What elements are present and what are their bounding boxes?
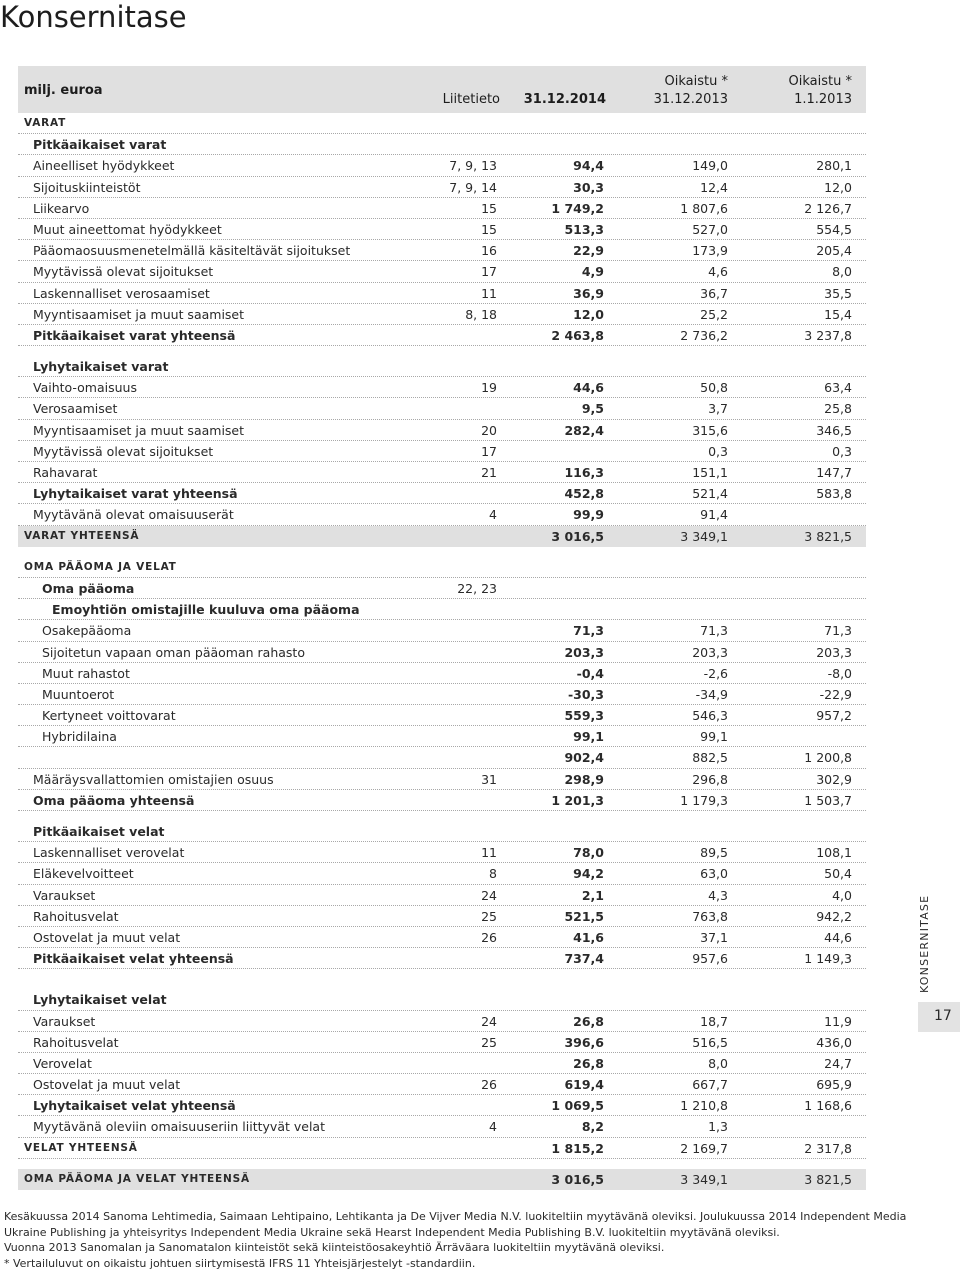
table-row	[18, 1053, 866, 1074]
row-note-ref: 8	[489, 866, 497, 882]
value-2013-start: -8,0	[827, 665, 852, 681]
value-2014: 2 463,8	[551, 327, 604, 343]
value-2013-start: 280,1	[816, 158, 852, 174]
row-label: Muut aineettomat hyödykkeet	[33, 221, 222, 237]
row-label: Oma pääoma yhteensä	[33, 792, 195, 808]
table-header	[18, 66, 866, 113]
table-row	[18, 1074, 866, 1095]
value-2013: 0,3	[708, 443, 728, 459]
value-2013-start: 4,0	[832, 887, 852, 903]
value-2013: 3,7	[708, 401, 728, 417]
row-label: Ostovelat ja muut velat	[33, 929, 181, 945]
row-note-ref: 25	[481, 908, 497, 924]
row-note-ref: 15	[481, 200, 497, 216]
row-label: Osakepääoma	[42, 623, 132, 639]
value-2013: 4,3	[708, 887, 728, 903]
table-body	[18, 113, 866, 1190]
value-2014: 12,0	[573, 306, 604, 322]
value-2014: 2,1	[581, 887, 604, 903]
value-2013-start: 203,3	[816, 644, 852, 660]
value-2013-start: 108,1	[816, 845, 852, 861]
value-2013-start: 1 149,3	[804, 951, 852, 967]
row-label: Rahoitusvelat	[33, 908, 119, 924]
table-row	[18, 504, 866, 525]
col-2013-start-header-top: Oikaistu *	[788, 74, 852, 89]
table-row	[18, 1138, 866, 1159]
spacer	[18, 969, 866, 989]
value-2013-start: 3 821,5	[804, 528, 852, 544]
value-2013-start: 35,5	[824, 285, 852, 301]
unit-label: milj. euroa	[24, 83, 103, 98]
value-2013: 50,8	[700, 380, 728, 396]
footnote-line: Ukraine Publishing ja yhteisyritys Independent Media Ukraine sekä Hearst Independent Media Publishing B.V. luokiteltiin myytävänä oleviksi.	[4, 1225, 780, 1239]
value-2014: 282,4	[564, 422, 604, 438]
page-title: Konsernitase	[0, 0, 187, 34]
table-row	[18, 155, 866, 176]
row-label: Ostovelat ja muut velat	[33, 1077, 181, 1093]
value-2013: 3 349,1	[680, 528, 728, 544]
value-2014: 99,1	[573, 729, 604, 745]
row-note-ref: 26	[481, 929, 497, 945]
table-row	[18, 219, 866, 240]
value-2013-start: 12,0	[824, 179, 852, 195]
value-2013-start: 24,7	[824, 1055, 852, 1071]
value-2014: 94,4	[573, 158, 604, 174]
footnotes	[4, 1209, 907, 1271]
value-2014: 26,8	[573, 1013, 604, 1029]
value-2014: 4,9	[581, 264, 604, 280]
value-2013-start: 2 126,7	[804, 200, 852, 216]
value-2013: 37,1	[700, 929, 728, 945]
row-note-ref: 11	[481, 285, 497, 301]
value-2014: 78,0	[573, 845, 604, 861]
value-2013: 12,4	[700, 179, 728, 195]
row-label: Laskennalliset verosaamiset	[33, 285, 210, 301]
value-2013-start: 346,5	[816, 422, 852, 438]
value-2013: 4,6	[708, 264, 728, 280]
row-label: Määräysvallattomien omistajien osuus	[33, 771, 274, 787]
row-note-ref: 15	[481, 221, 497, 237]
value-2014: 94,2	[573, 866, 604, 882]
value-2013-start: 147,7	[816, 465, 852, 480]
value-2014: 8,2	[581, 1119, 604, 1135]
balance-sheet-table	[18, 66, 866, 1190]
value-2013-start: 11,9	[824, 1013, 852, 1029]
value-2014: 3 016,5	[551, 528, 604, 544]
table-row	[18, 1169, 866, 1190]
value-2013-start: 1 200,8	[804, 750, 852, 766]
row-label: VARAT YHTEENSÄ	[24, 529, 140, 542]
row-label: OMA PÄÄOMA JA VELAT	[24, 560, 177, 573]
row-label: Rahavarat	[33, 465, 98, 480]
value-2013: 203,3	[692, 644, 728, 660]
row-note-ref: 24	[481, 887, 497, 903]
table-row	[18, 1011, 866, 1032]
footnote-line: Vuonna 2013 Sanomalan ja Sanomatalon kiinteistöt sekä kiinteistöosakeyhtiö Ärräväara luokiteltiin myytävänä oleviksi.	[4, 1241, 665, 1254]
value-2013-start: 0,3	[832, 443, 852, 459]
row-note-ref: 19	[481, 380, 497, 396]
value-2013: 527,0	[692, 221, 728, 237]
value-2013: 521,4	[692, 486, 728, 502]
col-2013-header: 31.12.2013	[653, 92, 728, 107]
table-row	[18, 198, 866, 219]
value-2013: 2 169,7	[680, 1140, 728, 1156]
value-2013: 151,1	[692, 465, 728, 480]
value-2014: 9,5	[581, 401, 604, 417]
value-2014: 619,4	[564, 1077, 604, 1093]
value-2014: 902,4	[564, 750, 604, 766]
value-2013: 667,7	[692, 1077, 728, 1093]
value-2013-start: 1 168,6	[804, 1098, 852, 1114]
value-2014: 36,9	[573, 285, 604, 301]
value-2013: 1,3	[708, 1119, 728, 1135]
row-label: VARAT	[24, 117, 67, 129]
table-row	[18, 663, 866, 684]
value-2014: 26,8	[573, 1055, 604, 1071]
row-label: Kertyneet voittovarat	[42, 708, 176, 724]
table-row	[18, 462, 866, 483]
table-row	[18, 304, 866, 325]
table-row	[18, 578, 866, 599]
row-label: Oma pääoma	[42, 580, 135, 596]
table-row	[18, 113, 866, 134]
table-row	[18, 885, 866, 906]
row-label: Eläkevelvoitteet	[33, 866, 134, 882]
page-number: 17	[934, 1008, 952, 1024]
row-note-ref: 4	[489, 1119, 497, 1135]
table-row	[18, 356, 866, 377]
value-2014: 298,9	[564, 771, 604, 787]
value-2013: 149,0	[692, 158, 728, 174]
table-row	[18, 726, 866, 747]
value-2014: 116,3	[564, 465, 604, 480]
value-2013: 63,0	[700, 866, 728, 882]
row-label: Muuntoerot	[42, 686, 115, 702]
row-note-ref: 17	[481, 264, 497, 280]
row-note-ref: 20	[481, 422, 497, 438]
row-label: Vaihto-omaisuus	[33, 380, 137, 396]
table-row	[18, 842, 866, 863]
row-note-ref: 24	[481, 1013, 497, 1029]
row-label: Pitkäaikaiset varat	[33, 137, 167, 153]
table-row	[18, 642, 866, 663]
col-2013-start-header: 1.1.2013	[794, 92, 852, 107]
row-label: Varaukset	[33, 887, 96, 903]
value-2014: 22,9	[573, 243, 604, 259]
value-2014: 3 016,5	[551, 1171, 604, 1187]
value-2014: 99,9	[573, 507, 604, 523]
spacer	[18, 547, 866, 557]
value-2013: 1 210,8	[680, 1098, 728, 1114]
value-2014: 737,4	[564, 951, 604, 967]
value-2014: 71,3	[573, 623, 604, 639]
table-row	[18, 1116, 866, 1137]
page-number-box	[918, 1002, 960, 1032]
row-label: Pitkäaikaiset velat	[33, 824, 165, 839]
table-row	[18, 134, 866, 155]
value-2014: 1 201,3	[551, 792, 604, 808]
value-2013: 315,6	[692, 422, 728, 438]
row-note-ref: 17	[481, 443, 497, 459]
spacer	[18, 811, 866, 821]
row-label: Aineelliset hyödykkeet	[33, 158, 175, 174]
value-2013-start: 436,0	[816, 1034, 852, 1050]
table-row	[18, 620, 866, 641]
value-2013-start: 695,9	[816, 1077, 852, 1093]
footnote-line: Kesäkuussa 2014 Sanoma Lehtimedia, Saimaan Lehtipaino, Lehtikanta ja De Vijver Media N.V. luokiteltiin myytävänä oleviksi. Joulukuussa 2014 Independent Media	[4, 1210, 907, 1223]
table-row	[18, 325, 866, 346]
row-label: Myytävänä olevat omaisuuserät	[33, 507, 234, 523]
row-label: Lyhytaikaiset varat	[33, 359, 169, 375]
value-2013-start: 50,4	[824, 866, 852, 882]
row-note-ref: 4	[489, 507, 497, 523]
col-2014-header: 31.12.2014	[523, 92, 606, 107]
value-2014: 513,3	[564, 221, 604, 237]
table-row	[18, 526, 866, 547]
row-label: Muut rahastot	[42, 665, 130, 681]
col-2013-header-top: Oikaistu *	[664, 74, 728, 89]
value-2014: 30,3	[573, 179, 604, 195]
value-2014: 396,6	[564, 1034, 604, 1050]
footnote-line: * Vertailuluvut on oikaistu johtuen siirtymisestä IFRS 11 Yhteisjärjestelyt -standardiin.	[4, 1256, 476, 1270]
row-label: Sijoitetun vapaan oman pääoman rahasto	[42, 644, 305, 660]
row-label: Laskennalliset verovelat	[33, 845, 185, 861]
value-2014: 1 815,2	[551, 1140, 604, 1156]
table-row	[18, 790, 866, 811]
row-label: Myyntisaamiset ja muut saamiset	[33, 422, 245, 438]
table-row	[18, 989, 866, 1010]
row-label: Verovelat	[33, 1055, 92, 1071]
table-row	[18, 769, 866, 790]
value-2013: 71,3	[700, 623, 728, 639]
table-row	[18, 927, 866, 948]
value-2014: 1 069,5	[551, 1098, 604, 1114]
table-row	[18, 483, 866, 504]
row-note-ref: 11	[481, 845, 497, 861]
value-2013: 546,3	[692, 708, 728, 724]
value-2013: -2,6	[703, 665, 728, 681]
row-note-ref: 7, 9, 13	[449, 158, 497, 174]
table-row	[18, 906, 866, 927]
value-2013: 89,5	[700, 845, 728, 861]
table-row	[18, 240, 866, 261]
row-label: Myytävissä olevat sijoitukset	[33, 264, 214, 280]
value-2013: 8,0	[708, 1055, 728, 1071]
row-label: Liikearvo	[33, 200, 90, 216]
row-label: Myyntisaamiset ja muut saamiset	[33, 306, 245, 322]
value-2013: 882,5	[692, 750, 728, 766]
row-label: Rahoitusvelat	[33, 1034, 119, 1050]
value-2014: 452,8	[564, 486, 604, 502]
table-row	[18, 1032, 866, 1053]
value-2013: 763,8	[692, 908, 728, 924]
row-label: Lyhytaikaiset velat	[33, 992, 167, 1008]
table-row	[18, 261, 866, 282]
value-2013: 99,1	[700, 729, 728, 745]
row-note-ref: 21	[481, 465, 497, 480]
row-label: Lyhytaikaiset velat yhteensä	[33, 1098, 236, 1114]
row-label: VELAT YHTEENSÄ	[24, 1141, 138, 1154]
value-2013-start: 3 237,8	[804, 327, 852, 343]
table-row	[18, 747, 866, 768]
row-label: Pääomaosuusmenetelmällä käsiteltävät sijoitukset	[33, 243, 351, 259]
table-row	[18, 863, 866, 884]
value-2013: 957,6	[692, 951, 728, 967]
table-row	[18, 705, 866, 726]
value-2013-start: 554,5	[816, 221, 852, 237]
value-2013: 1 179,3	[680, 792, 728, 808]
row-note-ref: 22, 23	[457, 580, 497, 596]
row-label: Lyhytaikaiset varat yhteensä	[33, 486, 238, 502]
value-2014: 203,3	[564, 644, 604, 660]
value-2013-start: 44,6	[824, 929, 852, 945]
value-2013-start: 942,2	[816, 908, 852, 924]
value-2013-start: 957,2	[816, 708, 852, 724]
value-2013-start: -22,9	[819, 686, 852, 702]
table-row	[18, 441, 866, 462]
row-note-ref: 7, 9, 14	[449, 179, 497, 195]
row-note-ref: 8, 18	[465, 306, 497, 322]
row-label: Myytävänä oleviin omaisuuseriin liittyvät velat	[33, 1119, 325, 1135]
value-2013-start: 8,0	[832, 264, 852, 280]
value-2013: -34,9	[695, 686, 728, 702]
value-2013-start: 2 317,8	[804, 1140, 852, 1156]
value-2013: 1 807,6	[680, 200, 728, 216]
value-2014: 41,6	[573, 929, 604, 945]
value-2014: 44,6	[573, 380, 604, 396]
table-row	[18, 420, 866, 441]
value-2014: -30,3	[567, 686, 604, 702]
value-2014: 1 749,2	[551, 200, 604, 216]
value-2013-start: 1 503,7	[804, 792, 852, 808]
table-row	[18, 948, 866, 969]
value-2013: 173,9	[692, 243, 728, 259]
table-row	[18, 283, 866, 304]
value-2013: 25,2	[700, 306, 728, 322]
row-label: Sijoituskiinteistöt	[33, 179, 141, 195]
table-row	[18, 377, 866, 398]
value-2013: 18,7	[700, 1013, 728, 1029]
spacer	[18, 1159, 866, 1169]
value-2013-start: 63,4	[824, 380, 852, 396]
value-2013-start: 583,8	[816, 486, 852, 502]
row-label: Pitkäaikaiset varat yhteensä	[33, 327, 236, 343]
table-row	[18, 557, 866, 578]
table-row	[18, 821, 866, 842]
side-section-label: KONSERNITASE	[918, 894, 931, 993]
value-2014: 559,3	[564, 708, 604, 724]
row-label: Emoyhtiön omistajille kuuluva oma pääoma	[52, 602, 360, 618]
value-2013: 296,8	[692, 771, 728, 787]
row-label: OMA PÄÄOMA JA VELAT YHTEENSÄ	[24, 1172, 250, 1185]
col-note-header: Liitetieto	[442, 92, 500, 107]
value-2014: -0,4	[576, 665, 604, 681]
value-2013-start: 71,3	[824, 623, 852, 639]
value-2013: 91,4	[700, 507, 728, 523]
row-note-ref: 31	[481, 771, 497, 787]
value-2013: 3 349,1	[680, 1171, 728, 1187]
row-label: Varaukset	[33, 1013, 96, 1029]
table-row	[18, 177, 866, 198]
row-label: Pitkäaikaiset velat yhteensä	[33, 951, 234, 967]
table-row	[18, 684, 866, 705]
row-note-ref: 26	[481, 1077, 497, 1093]
value-2013-start: 15,4	[824, 306, 852, 322]
row-note-ref: 25	[481, 1034, 497, 1050]
spacer	[18, 346, 866, 356]
value-2013-start: 302,9	[816, 771, 852, 787]
value-2014: 521,5	[564, 908, 604, 924]
table-row	[18, 1095, 866, 1116]
value-2013-start: 3 821,5	[804, 1171, 852, 1187]
value-2013: 516,5	[692, 1034, 728, 1050]
table-row	[18, 398, 866, 419]
row-label: Verosaamiset	[33, 401, 118, 417]
value-2013-start: 25,8	[824, 401, 852, 417]
row-label: Hybridilaina	[42, 729, 117, 745]
row-note-ref: 16	[481, 243, 497, 259]
row-label: Myytävissä olevat sijoitukset	[33, 443, 214, 459]
value-2013-start: 205,4	[816, 243, 852, 259]
table-row	[18, 599, 866, 620]
value-2013: 2 736,2	[680, 327, 728, 343]
value-2013: 36,7	[700, 285, 728, 301]
